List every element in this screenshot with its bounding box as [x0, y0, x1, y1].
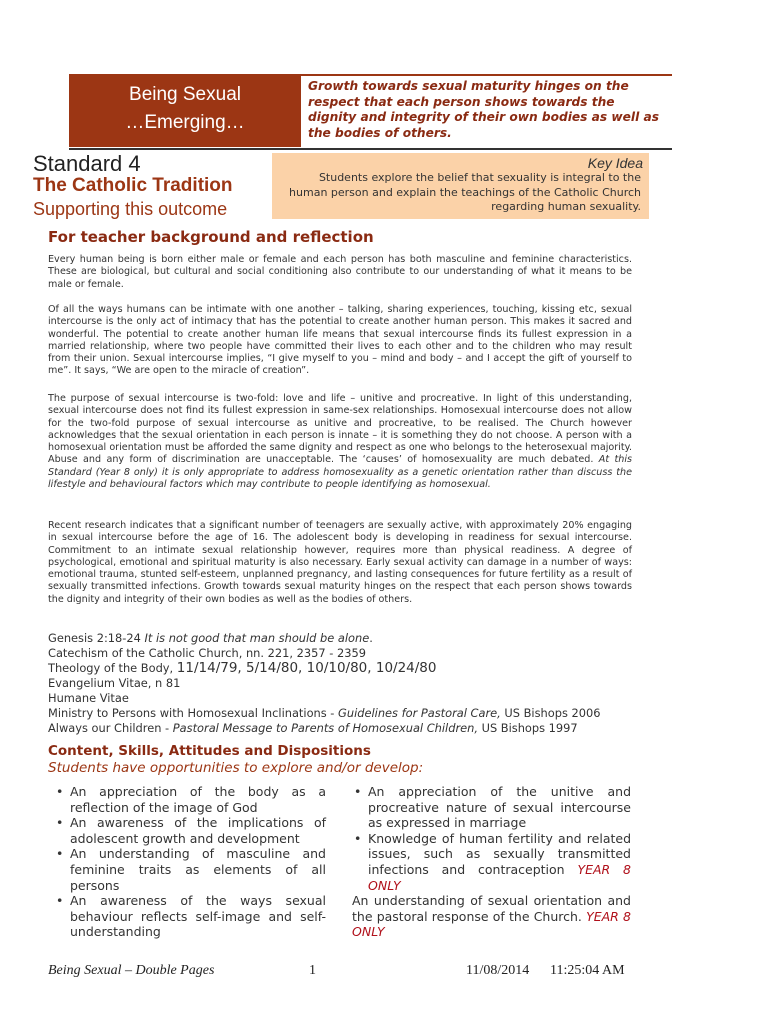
footer-time: 11:25:04 AM [550, 963, 625, 978]
ref-text: Always our Children - [48, 721, 173, 735]
tradition-title: The Catholic Tradition [33, 175, 233, 196]
list-item: • An understanding of masculine and feminine traits as elements of all persons [54, 846, 326, 893]
key-idea-title: Key Idea [587, 155, 643, 171]
ref-text: Theology of the Body, [48, 661, 177, 675]
year8-badge: YEAR 8 ONLY [368, 861, 631, 893]
supporting-label: Supporting this outcome [33, 199, 228, 219]
content-column-right [352, 784, 631, 940]
content-column-left [54, 784, 326, 940]
header-divider [69, 148, 672, 150]
list-item: • An awareness of the ways sexual behaviour reflects self-image and self-understanding [54, 893, 326, 940]
banner-subtitle: …Emerging… [125, 112, 245, 133]
standard-label: Standard 4 [33, 151, 141, 176]
reference-humane-vitae: Humane Vitae [48, 691, 129, 705]
reference-catechism: Catechism of the Catholic Church, nn. 221, 2357 - 2359 [48, 646, 366, 660]
reference-theology [48, 661, 648, 676]
ref-text: Ministry to Persons with Homosexual Inclinations - [48, 706, 339, 720]
ref-text: US Bishops 1997 [477, 721, 578, 735]
content-subheading: Students have opportunities to explore and/or develop: [48, 760, 424, 776]
tagline: Growth towards sexual maturity hinges on the respect that each person shows towards the dignity and integrity of their own bodies as well as the bodies of others. [308, 79, 659, 140]
reference-genesis [48, 631, 648, 646]
list-item: • An appreciation of the unitive and procreative nature of sexual intercourse as expressed in marriage [352, 784, 631, 831]
orientation-text: An understanding of sexual orientation and the pastoral response of the Church. [352, 893, 631, 924]
orientation-item [352, 893, 631, 940]
reference-ministry [48, 706, 648, 721]
footer-page-number: 1 [309, 963, 316, 978]
key-idea-box [272, 153, 649, 219]
paragraph-3-text: The purpose of sexual intercourse is two-fold: love and life – unitive and procreative. In light of this understanding, sexual intercourse does not find its fullest expression in same-sex relationships. Homosexual intercourse does not allow for the two-fold purpose of sexual intercourse as unitive and procreative, to be realised. The Church however acknowledges that the sexual orientation in each person is innate – it is something they do not choose. A person with a homosexual orientation must be afforded the same dignity and respect as one who belongs to the heterosexual majority. Abuse and any form of discrimination are unacceptable. The ‘causes’ of homosexuality are much debated. [48, 393, 632, 466]
ref-text: Genesis 2:18-24 [48, 631, 145, 645]
references [48, 631, 648, 736]
key-idea-body: Students explore the belief that sexuality is integral to the human person and explain the teachings of the Catholic Church regarding human sexuality. [289, 171, 641, 213]
list-item: • An appreciation of the body as a reflection of the image of God [54, 784, 326, 815]
year8-badge: YEAR 8 ONLY [352, 908, 631, 940]
list-item [352, 831, 631, 893]
content-heading: Content, Skills, Attitudes and Dispositions [48, 743, 371, 759]
list-item-text: Knowledge of human fertility and related issues, such as sexually transmitted infections and contraception [368, 830, 631, 877]
ref-italic: Pastoral Message to Parents of Homosexual Children, [172, 721, 478, 735]
ref-text: . [369, 631, 373, 645]
reference-always [48, 721, 648, 736]
section-banner [69, 74, 301, 147]
paragraph-2: Of all the ways humans can be intimate with one another – talking, sharing experiences, touching, kissing etc, sexual intercourse is the only act of intimacy that has the potential to create another human person. This makes it sacred and wonderful. The potential to create another human life means that sexual intercourse finds its fullest expression in a married relationship, where two people have committed their lives to each other and to the children who may result from their union. Sexual intercourse implies, “I give myself to you – mind and body – and I accept the gift of yourself to me”. It says, “We are open to the miracle of creation”. [48, 304, 632, 377]
banner-title: Being Sexual [129, 84, 241, 105]
ref-italic: Guidelines for Pastoral Care, [338, 706, 501, 720]
footer-date: 11/08/2014 [466, 963, 530, 978]
paragraph-4: Recent research indicates that a significant number of teenagers are sexually active, with approximately 20% engaging in sexual intercourse before the age of 16. The adolescent body is developing in readiness for sexual intercourse. Commitment to an intimate sexual relationship however, requires more than physical readiness. A degree of psychological, emotional and spiritual maturity is also necessary. Early sexual activity can damage in a number of ways: emotional trauma, stunted self-esteem, unplanned pregnancy, and lasting consequences for future fertility as a result of sexually transmitted infections. Growth towards sexual maturity hinges on the respect that each person shows towards the dignity and integrity of their own bodies as well as the bodies of others. [48, 520, 632, 605]
paragraph-3-italic: At this Standard (Year 8 only) it is only appropriate to address homosexuality as a genetic orientation rather than discuss the lifestyle and behavioural factors which may contribute to people identifying as homosexual. [48, 454, 632, 491]
paragraph-1: Every human being is born either male or female and each person has both masculine and feminine characteristics. These are biological, but cultural and social conditioning also contribute to our understanding of what it means to be male or female. [48, 254, 632, 290]
teacher-heading: For teacher background and reflection [48, 228, 374, 246]
footer-document-title: Being Sexual – Double Pages [48, 963, 215, 978]
ref-italic: It is not good that man should be alone [144, 631, 370, 645]
ref-dates: 11/14/79, 5/14/80, 10/10/80, 10/24/80 [176, 660, 437, 676]
paragraph-3 [48, 393, 632, 491]
list-item: • An awareness of the implications of adolescent growth and development [54, 815, 326, 846]
ref-text: US Bishops 2006 [500, 706, 601, 720]
reference-evangelium: Evangelium Vitae, n 81 [48, 676, 181, 690]
